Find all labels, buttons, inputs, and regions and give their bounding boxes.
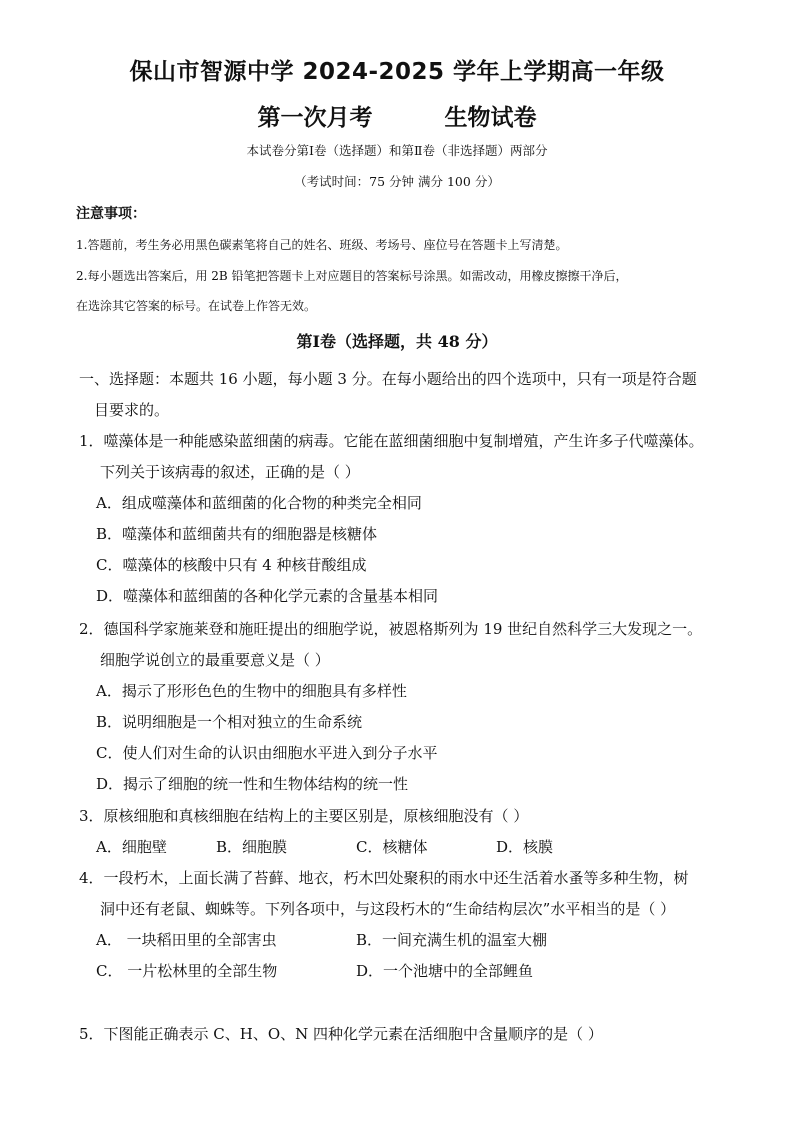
question-4-option-b: B．一间充满生机的温室大棚 (356, 931, 548, 949)
question-4-stem-line2: 洞中还有老鼠、蜘蛛等。下列各项中，与这段朽木的“生命结构层次”水平相当的是（ ） (100, 900, 676, 918)
exam-title-line2: 第一次月考 生物试卷 (257, 105, 537, 131)
question-1-option-c: C．噬藻体的核酸中只有 4 种核苷酸组成 (96, 556, 367, 574)
question-2-stem-line1: 2．德国科学家施莱登和施旺提出的细胞学说，被恩格斯列为 19 世纪自然科学三大发现之一。 (79, 620, 703, 638)
question-5-stem: 5．下图能正确表示 C、H、O、N 四种化学元素在活细胞中含量顺序的是（ ） (79, 1025, 603, 1043)
question-1-option-b: B．噬藻体和蓝细菌共有的细胞器是核糖体 (96, 525, 378, 543)
notice-item-2-line2: 在选涂其它答案的标号。在试卷上作答无效。 (76, 299, 317, 313)
question-2-option-c: C．使人们对生命的认识由细胞水平进入到分子水平 (96, 744, 438, 762)
question-1-stem-line1: 1．噬藻体是一种能感染蓝细菌的病毒。它能在蓝细菌细胞中复制增殖，产生许多子代噬藻体。 (79, 432, 704, 450)
question-3-option-b: B．细胞膜 (216, 838, 288, 856)
notice-heading: 注意事项： (76, 206, 146, 222)
question-3-option-a: A．细胞壁 (96, 838, 167, 856)
question-1-option-d: D．噬藻体和蓝细菌的各种化学元素的含量基本相同 (96, 587, 439, 605)
paper-composition-note: 本试卷分第Ⅰ卷（选择题）和第Ⅱ卷（非选择题）两部分 (246, 143, 548, 158)
question-4-option-c: C． 一片松林里的全部生物 (96, 962, 278, 980)
question-2-option-b: B．说明细胞是一个相对独立的生命系统 (96, 713, 363, 731)
question-3-option-d: D．核膜 (496, 838, 554, 856)
section-1-instruction-line2: 目要求的。 (94, 401, 170, 419)
question-4-option-a: A． 一块稻田里的全部害虫 (96, 931, 277, 949)
question-3-stem: 3．原核细胞和真核细胞在结构上的主要区别是，原核细胞没有（ ） (79, 807, 529, 825)
section-1-heading: 第Ⅰ卷（选择题，共 48 分） (296, 332, 498, 351)
notice-item-1: 1.答题前，考生务必用黑色碳素笔将自己的姓名、班级、考场号、座位号在答题卡上写清楚。 (76, 238, 568, 252)
question-3-option-c: C．核糖体 (356, 838, 428, 856)
question-4-option-d: D．一个池塘中的全部鲤鱼 (356, 962, 534, 980)
question-2-stem-line2: 细胞学说创立的最重要意义是（ ） (100, 651, 330, 669)
question-2-option-a: A．揭示了形形色色的生物中的细胞具有多样性 (96, 682, 407, 700)
question-1-stem-line2: 下列关于该病毒的叙述，正确的是（ ） (100, 463, 360, 481)
question-2-option-d: D．揭示了细胞的统一性和生物体结构的统一性 (96, 775, 409, 793)
exam-title-line1: 保山市智源中学 2024-2025 学年上学期高一年级 (129, 59, 665, 85)
section-1-instruction-line1: 一、选择题：本题共 16 小题，每小题 3 分。在每小题给出的四个选项中，只有一项是符合题 (79, 370, 697, 388)
exam-time-score: （考试时间：75 分钟 满分 100 分） (294, 174, 500, 189)
question-1-option-a: A．组成噬藻体和蓝细菌的化合物的种类完全相同 (96, 494, 422, 512)
notice-item-2-line1: 2.每小题选出答案后，用 2B 铅笔把答题卡上对应题目的答案标号涂黑。如需改动，用橡皮擦擦干净后， (76, 269, 628, 283)
question-4-stem-line1: 4．一段朽木，上面长满了苔藓、地衣，朽木凹处聚积的雨水中还生活着水蚤等多种生物，树 (79, 869, 689, 887)
